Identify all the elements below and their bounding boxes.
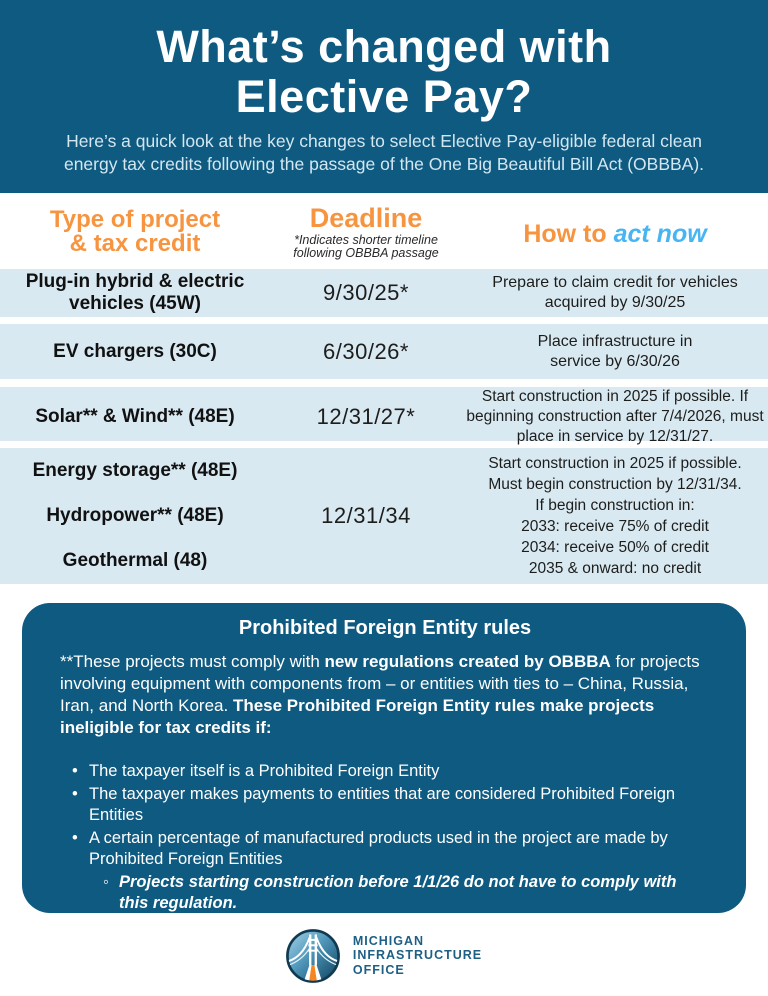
act-now-accent: act now (613, 220, 707, 248)
column-header-deadline: Deadline *Indicates shorter timeline following OBBBA passage (270, 205, 462, 260)
howto-cell: Start construction in 2025 if possible. If beginning construction after 7/4/2026, must place in service by 12/31/27. (466, 388, 764, 445)
michigan-infrastructure-office-logo-icon (286, 929, 340, 983)
deadline-cell: 6/30/26* (323, 338, 409, 364)
page-subtitle: Here’s a quick look at the key changes to select Elective Pay-eligible federal clean energy tax credits following the passage of the One Big Beautiful Bill Act (OBBBA). (63, 131, 705, 174)
page-title-line2: Elective Pay? (235, 71, 533, 122)
howto-cell: Place infrastructure in service by 6/30/26 (537, 332, 693, 370)
pfe-bullet-2: • The taxpayer makes payments to entities that are considered Prohibited Foreign Entities (72, 784, 710, 827)
column-header-project: Type of project & tax credit (49, 206, 221, 257)
hero-banner (0, 0, 768, 193)
prohibited-foreign-entity-panel (22, 603, 746, 913)
project-cell: Plug-in hybrid & electric vehicles (45W) (25, 271, 245, 314)
howto-cell: Prepare to claim credit for vehicles acquired by 9/30/25 (492, 274, 738, 311)
project-cell: EV chargers (30C) (53, 340, 217, 362)
footer (0, 913, 768, 996)
pfe-bullet-1: • The taxpayer itself is a Prohibited Foreign Entity (72, 761, 710, 783)
pfe-bullet-list (60, 761, 710, 915)
project-hydropower: Hydropower** (48E) (46, 505, 224, 526)
table-header-row (0, 193, 768, 269)
project-geothermal: Geothermal (48) (62, 550, 208, 571)
pfe-paragraph: **These projects must comply with new regulations created by OBBBA for projects involving equipment with components from – or entities with ties to – China, Russia, Iran, and North Korea. These Prohibited Foreign Entity rules make projects ineligible for tax credits if: (60, 652, 700, 737)
table-row-storage-hydro-geothermal (0, 448, 768, 584)
deadline-footnote: *Indicates shorter timeline following OBBBA passage (293, 233, 439, 260)
project-cell: Solar** & Wind** (48E) (35, 406, 235, 427)
deadline-cell: 9/30/25* (323, 280, 409, 305)
pfe-bullet-3: • A certain percentage of manufactured products used in the project are made by Prohibited Foreign Entities ◦ Projects starting construction before 1/1/26 do not have to comply with this regulation. (72, 828, 710, 915)
page-title (0, 22, 768, 122)
deadline-cell: 12/31/34 (321, 503, 411, 528)
page-title-line1: What’s changed with (156, 21, 612, 72)
column-header-howto: How to act now (523, 220, 707, 248)
table-row-ev-vehicles (0, 269, 768, 317)
table-row-ev-chargers (0, 324, 768, 379)
project-energy-storage: Energy storage** (48E) (32, 460, 238, 481)
howto-cell: Start construction in 2025 if possible. Must begin construction by 12/31/34. If begin construction in: 2033: receive 75% of credit 2034: receive 50% of credit 2035 & onward: no credit (488, 455, 742, 577)
pfe-title: Prohibited Foreign Entity rules (238, 617, 532, 639)
table-row-solar-wind (0, 387, 768, 445)
project-cell (0, 460, 270, 572)
deadline-cell: 12/31/27* (316, 404, 416, 429)
org-name: MICHIGAN INFRASTRUCTURE OFFICE (352, 933, 483, 977)
pfe-sub-bullet: ◦ Projects starting construction before 1/1/26 do not have to comply with this regulation. (89, 872, 710, 915)
